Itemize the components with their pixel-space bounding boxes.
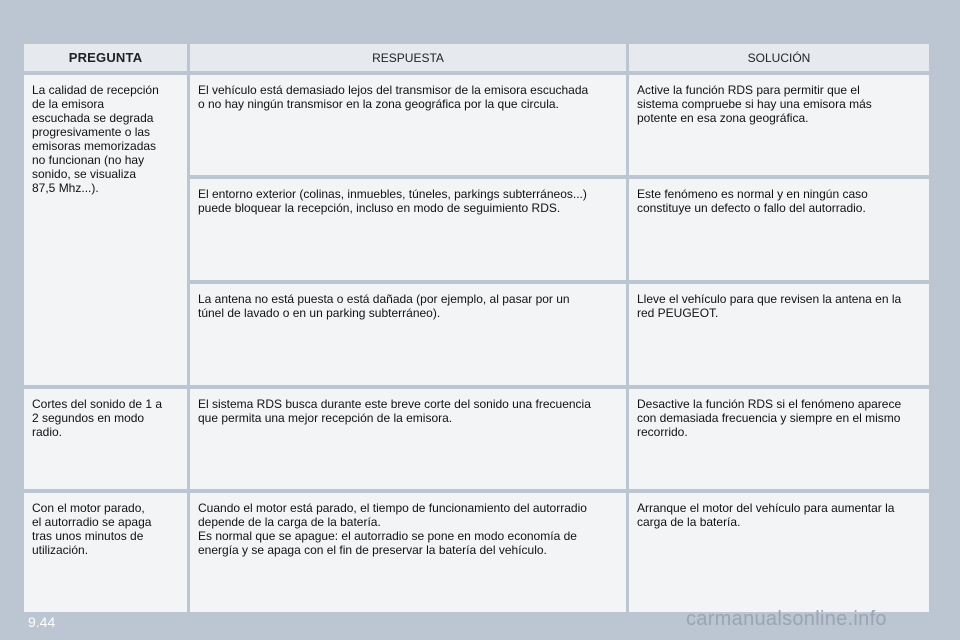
header-pregunta: PREGUNTA xyxy=(24,44,187,71)
watermark: carmanualsonline.info xyxy=(686,608,887,630)
page-number: 9.44 xyxy=(28,614,56,630)
answer-cell: La antena no está puesta o está dañada (por ejemplo, al pasar por un túnel de lavado o en un parking subterráneo). xyxy=(190,284,626,385)
solution-cell: Active la función RDS para permitir que el sistema compruebe si hay una emisora más potente en esa zona geográfica. xyxy=(629,75,929,175)
question-cell: Con el motor parado, el autorradio se apaga tras unos minutos de utilización. xyxy=(24,493,187,612)
solution-cell: Desactive la función RDS si el fenómeno aparece con demasiada frecuencia y siempre en el mismo recorrido. xyxy=(629,389,929,489)
solution-cell: Lleve el vehículo para que revisen la antena en la red PEUGEOT. xyxy=(629,284,929,385)
solution-cell: Este fenómeno es normal y en ningún caso constituye un defecto o fallo del autorradio. xyxy=(629,179,929,280)
answer-cell: El vehículo está demasiado lejos del transmisor de la emisora escuchada o no hay ningún transmisor en la zona geográfica por la que circula. xyxy=(190,75,626,175)
solution-cell: Arranque el motor del vehículo para aumentar la carga de la batería. xyxy=(629,493,929,612)
question-cell: La calidad de recepción de la emisora escuchada se degrada progresivamente o las emisoras memorizadas no funcionan (no hay sonido, se visualiza 87,5 Mhz...). xyxy=(24,75,187,385)
header-respuesta: RESPUESTA xyxy=(190,44,626,71)
answer-cell: El sistema RDS busca durante este breve corte del sonido una frecuencia que permita una mejor recepción de la emisora. xyxy=(190,389,626,489)
answer-cell: Cuando el motor está parado, el tiempo de funcionamiento del autorradio depende de la carga de la batería. Es normal que se apague: el autorradio se pone en modo economía de energía y se apaga con el fin de preservar la batería del vehículo. xyxy=(190,493,626,612)
answer-cell: El entorno exterior (colinas, inmuebles, túneles, parkings subterráneos...) puede bloquear la recepción, incluso en modo de seguimiento RDS. xyxy=(190,179,626,280)
header-solucion: SOLUCIÓN xyxy=(629,44,929,71)
question-cell: Cortes del sonido de 1 a 2 segundos en modo radio. xyxy=(24,389,187,489)
faq-table xyxy=(24,44,930,609)
